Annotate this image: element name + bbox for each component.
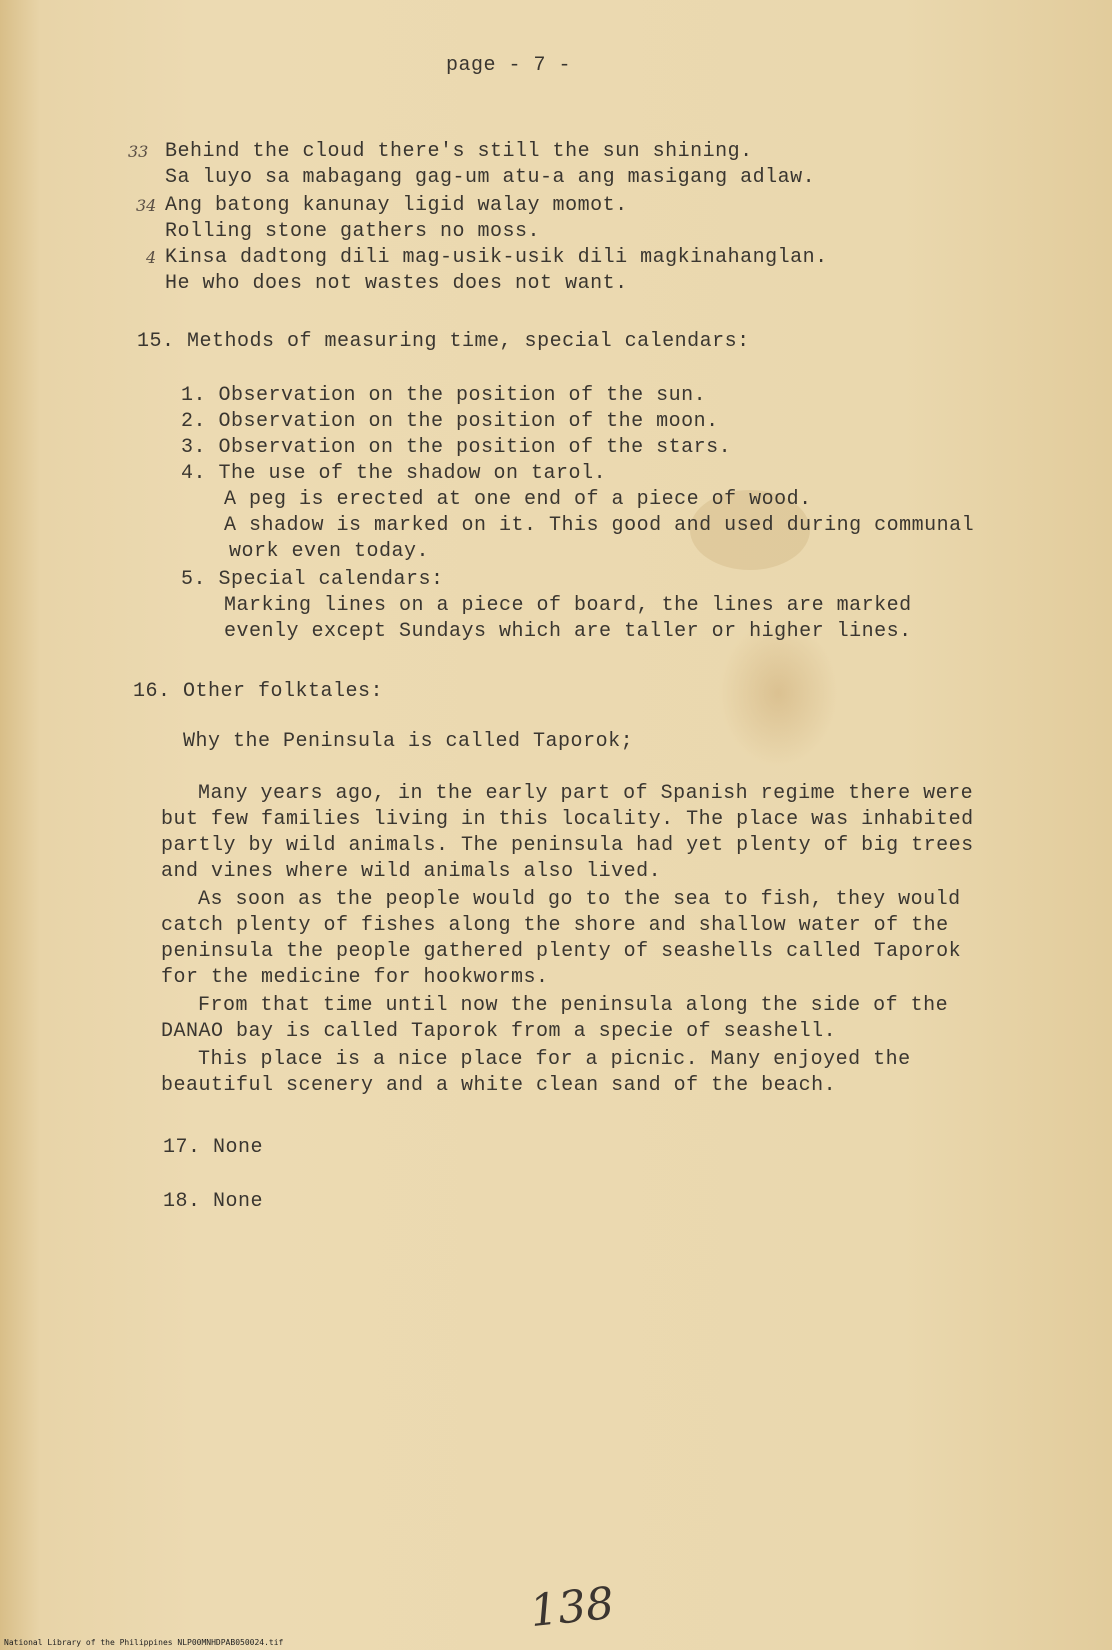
proverb-marker: 34 <box>136 196 157 215</box>
story-line: but few families living in this locality. The place was inhabited <box>161 808 974 831</box>
section-15-item: 2. Observation on the position of the moon. <box>181 410 719 433</box>
section-15-item: 1. Observation on the position of the sun. <box>181 384 707 407</box>
section-16-title: 16. Other folktales: <box>133 680 384 703</box>
story-line: From that time until now the peninsula along the side of the <box>198 994 949 1017</box>
proverb-line: Sa luyo sa mabagang gag-um atu-a ang masigang adlaw. <box>165 166 816 189</box>
story-line: This place is a nice place for a picnic. Many enjoyed the <box>198 1048 911 1071</box>
story-title: Why the Peninsula is called Taporok; <box>183 730 634 753</box>
story-line: for the medicine for hookworms. <box>161 966 549 989</box>
proverb-marker: 4 <box>146 248 157 267</box>
handwritten-page-number: 138 <box>527 1577 617 1638</box>
section-15-item: 3. Observation on the position of the stars. <box>181 436 732 459</box>
story-line: and vines where wild animals also lived. <box>161 860 662 883</box>
section-15-item: A shadow is marked on it. This good and used during communal <box>224 514 975 537</box>
proverb-line: Rolling stone gathers no moss. <box>165 220 541 243</box>
story-line: peninsula the people gathered plenty of seashells called Taporok <box>161 940 962 963</box>
section-18: 18. None <box>163 1190 264 1213</box>
story-line: DANAO bay is called Taporok from a specie of seashell. <box>161 1020 837 1043</box>
proverb-line: Kinsa dadtong dili mag-usik-usik dili magkinahanglan. <box>165 246 828 269</box>
section-15-item: 4. The use of the shadow on tarol. <box>181 462 607 485</box>
story-line: As soon as the people would go to the sea to fish, they would <box>198 888 961 911</box>
proverb-line: Behind the cloud there's still the sun shining. <box>165 140 753 163</box>
story-line: partly by wild animals. The peninsula had yet plenty of big trees <box>161 834 974 857</box>
section-17: 17. None <box>163 1136 264 1159</box>
story-line: Many years ago, in the early part of Spanish regime there were <box>198 782 974 805</box>
section-15-item: work even today. <box>229 540 430 563</box>
story-line: catch plenty of fishes along the shore and shallow water of the <box>161 914 949 937</box>
section-15-item: A peg is erected at one end of a piece of wood. <box>224 488 812 511</box>
page-header: page - 7 - <box>446 54 572 77</box>
section-15-item: evenly except Sundays which are taller or higher lines. <box>224 620 912 643</box>
archive-footer: National Library of the Philippines NLP00MNHDPAB050024.tif <box>4 1638 284 1647</box>
section-15-item: Marking lines on a piece of board, the lines are marked <box>224 594 912 617</box>
section-15-item: 5. Special calendars: <box>181 568 444 591</box>
story-line: beautiful scenery and a white clean sand of the beach. <box>161 1074 837 1097</box>
proverb-line: Ang batong kanunay ligid walay momot. <box>165 194 628 217</box>
section-15-title: 15. Methods of measuring time, special calendars: <box>137 330 750 353</box>
proverb-line: He who does not wastes does not want. <box>165 272 628 295</box>
proverb-marker: 33 <box>128 142 149 161</box>
